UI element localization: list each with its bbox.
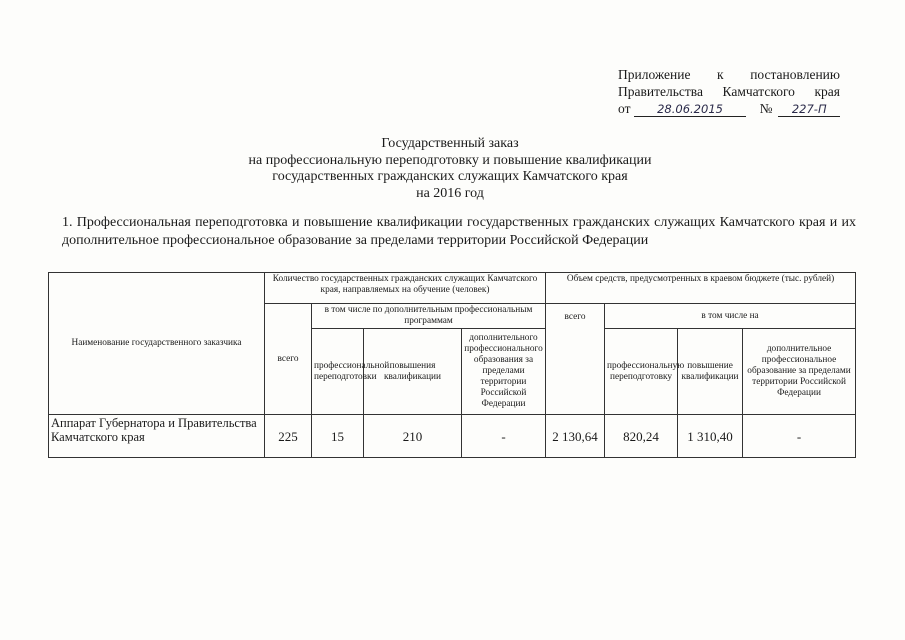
appendix-number-sign: № (759, 101, 773, 116)
heading-line-2: на профессиональную переподготовку и повышение квалификации (248, 152, 652, 168)
header-budget-subgroup: в том числе на (605, 304, 856, 329)
header-budget-abroad: дополнительное профессиональное образование за пределами территории Российской Федерации (743, 329, 856, 415)
appendix-word-2: к (717, 67, 724, 82)
heading-line-1: Государственный заказ (381, 136, 519, 151)
cell-budget-retraining: 820,24 (605, 415, 678, 458)
appendix-word-3: постановлению (750, 67, 840, 82)
cell-budget-abroad: - (743, 415, 856, 458)
cell-count-abroad: - (462, 415, 546, 458)
header-budget-qualification: повышение квалификации (678, 329, 743, 415)
appendix-date: 28.06.2015 (634, 102, 745, 117)
cell-budget-total: 2 130,64 (546, 415, 605, 458)
header-count-total: всего (265, 304, 312, 415)
header-customer: Наименование государственного заказчика (49, 273, 265, 415)
header-count-retraining: профессиональной переподготовки (312, 329, 364, 415)
cell-count-total: 225 (265, 415, 312, 458)
appendix-line2-b: Камчатского (722, 84, 795, 99)
cell-count-qualification: 210 (364, 415, 462, 458)
appendix-line2-c: края (814, 84, 840, 99)
header-count-group: Количество государственных гражданских служащих Камчатского края, направляемых на обучение (человек) (265, 273, 546, 304)
heading-line-4: на 2016 год (416, 185, 484, 201)
section-title: 1. Профессиональная переподготовка и повышение квалификации государственных гражданских служащих Камчатского края и их дополнительное профессиональное образование за пределами территории Российской Федерации (62, 215, 856, 248)
header-budget-total: всего (546, 304, 605, 415)
heading-line-3: государственных гражданских служащих Камчатского края (272, 169, 628, 184)
header-budget-group: Объем средств, предусмотренных в краевом бюджете (тыс. рублей) (546, 273, 856, 304)
cell-customer-name: Аппарат Губернатора и Правительства Камчатского края (49, 415, 265, 458)
header-budget-retraining: профессиональную переподготовку (605, 329, 678, 415)
appendix-from-label: от (618, 101, 631, 116)
appendix-block (618, 66, 840, 117)
state-order-table (48, 272, 856, 458)
header-count-qualification: повышения квалификации (364, 329, 462, 415)
appendix-line2-a: Правительства (618, 84, 703, 99)
cell-budget-qualification: 1 310,40 (678, 415, 743, 458)
header-count-abroad: дополнительного профессионального образования за пределами территории Российской Федерации (462, 329, 546, 415)
header-count-subgroup: в том числе по дополнительным профессиональным программам (312, 304, 546, 329)
appendix-number: 227-П (778, 102, 840, 117)
appendix-word-1: Приложение (618, 67, 691, 82)
table-row (49, 415, 856, 458)
cell-count-retraining: 15 (312, 415, 364, 458)
document-heading (150, 136, 750, 202)
